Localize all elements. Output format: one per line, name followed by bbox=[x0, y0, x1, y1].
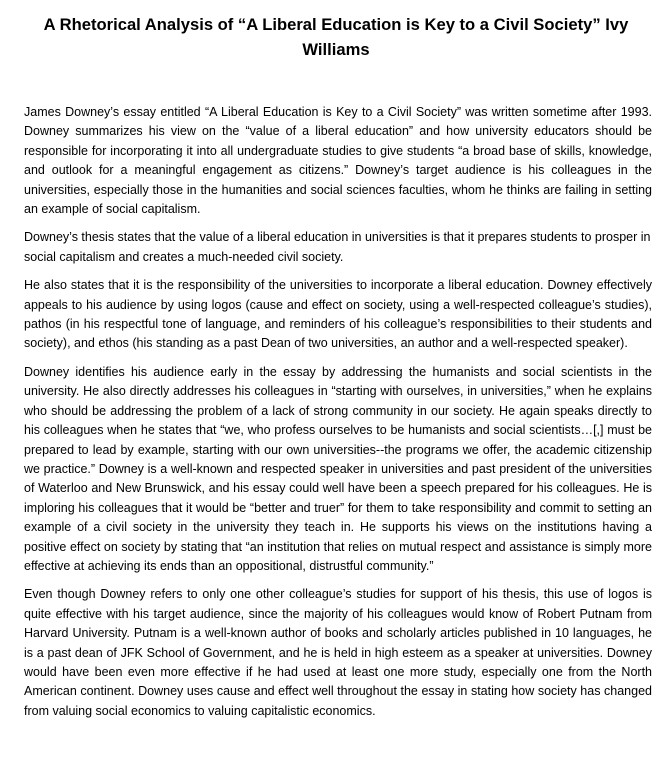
document-title: A Rhetorical Analysis of “A Liberal Education is Key to a Civil Society” Ivy Williams bbox=[43, 15, 629, 59]
paragraph-logos: Even though Downey refers to only one other colleague’s studies for support of his thesis, this use of logos is quite effective with his target audience, since the majority of his colleagues would know of Robert Putnam from Harvard University. Putnam is a well-known author of books and scholarly articles published in 10 languages, he is a past dean of JFK School of Government, and he is held in high esteem as a speaker at universities. Downey would have been even more effective if he had used at least one more study, especially one from the North American continent. Downey uses cause and effect well throughout the essay in stating how society has changed from valuing social economics to valuing capitalistic economics. bbox=[24, 587, 652, 718]
paragraph-introduction: James Downey’s essay entitled “A Liberal Education is Key to a Civil Society” was written sometime after 1993. Downey summarizes his view on the “value of a liberal education” and how university educators should be responsible for incorporating it into all undergraduate studies to give students “a broad base of skills, knowledge, and outlook for a meaningful engagement as citizens.” Downey’s target audience is his colleagues in the universities, especially those in the humanities and social sciences faculties, whom he thinks are failing in setting an example of social capitalism. bbox=[24, 105, 652, 217]
paragraph-appeals: He also states that it is the responsibility of the universities to incorporate a liberal education. Downey effectively appeals to his audience by using logos (cause and effect on society, using a well-respected colleague’s studies), pathos (in his respectful tone of language, and reminders of his colleague’s responsibilities to their students and society), and ethos (his standing as a past Dean of two universities, an author and a well-respected speaker). bbox=[24, 278, 652, 351]
paragraph-audience: Downey identifies his audience early in the essay by addressing the humanists and social scientists in the university. He also directly addresses his colleagues in “starting with ourselves, in universities,” when he explains who should be addressing the problem of a lack of strong community in our society. He again speaks directly to his colleagues when he states that “we, who profess ourselves to be humanists and social scientists…[,] must be prepared to lead by example, starting with our own universities--the programs we offer, the academic citizenship we practice.” Downey is a well-known and respected speaker in universities and past president of the universities of Waterloo and New Brunswick, and his essay could well have been a speech prepared for his colleagues. He is imploring his colleagues that it would be “better and truer” for them to take responsibility and commit to setting an example of a civil society in the university they teach in. He supports his views on the institutions having a positive effect on society by stating that “an institution that relies on mutual respect and assistance is simply more effective at achieving its ends than an oppositional, distrustful community.” bbox=[24, 364, 652, 573]
paragraph-thesis: Downey’s thesis states that the value of a liberal education in universities is that it prepares students to prosper in social capitalism and creates a much-needed civil society. bbox=[24, 230, 651, 264]
document-body bbox=[24, 103, 652, 730]
